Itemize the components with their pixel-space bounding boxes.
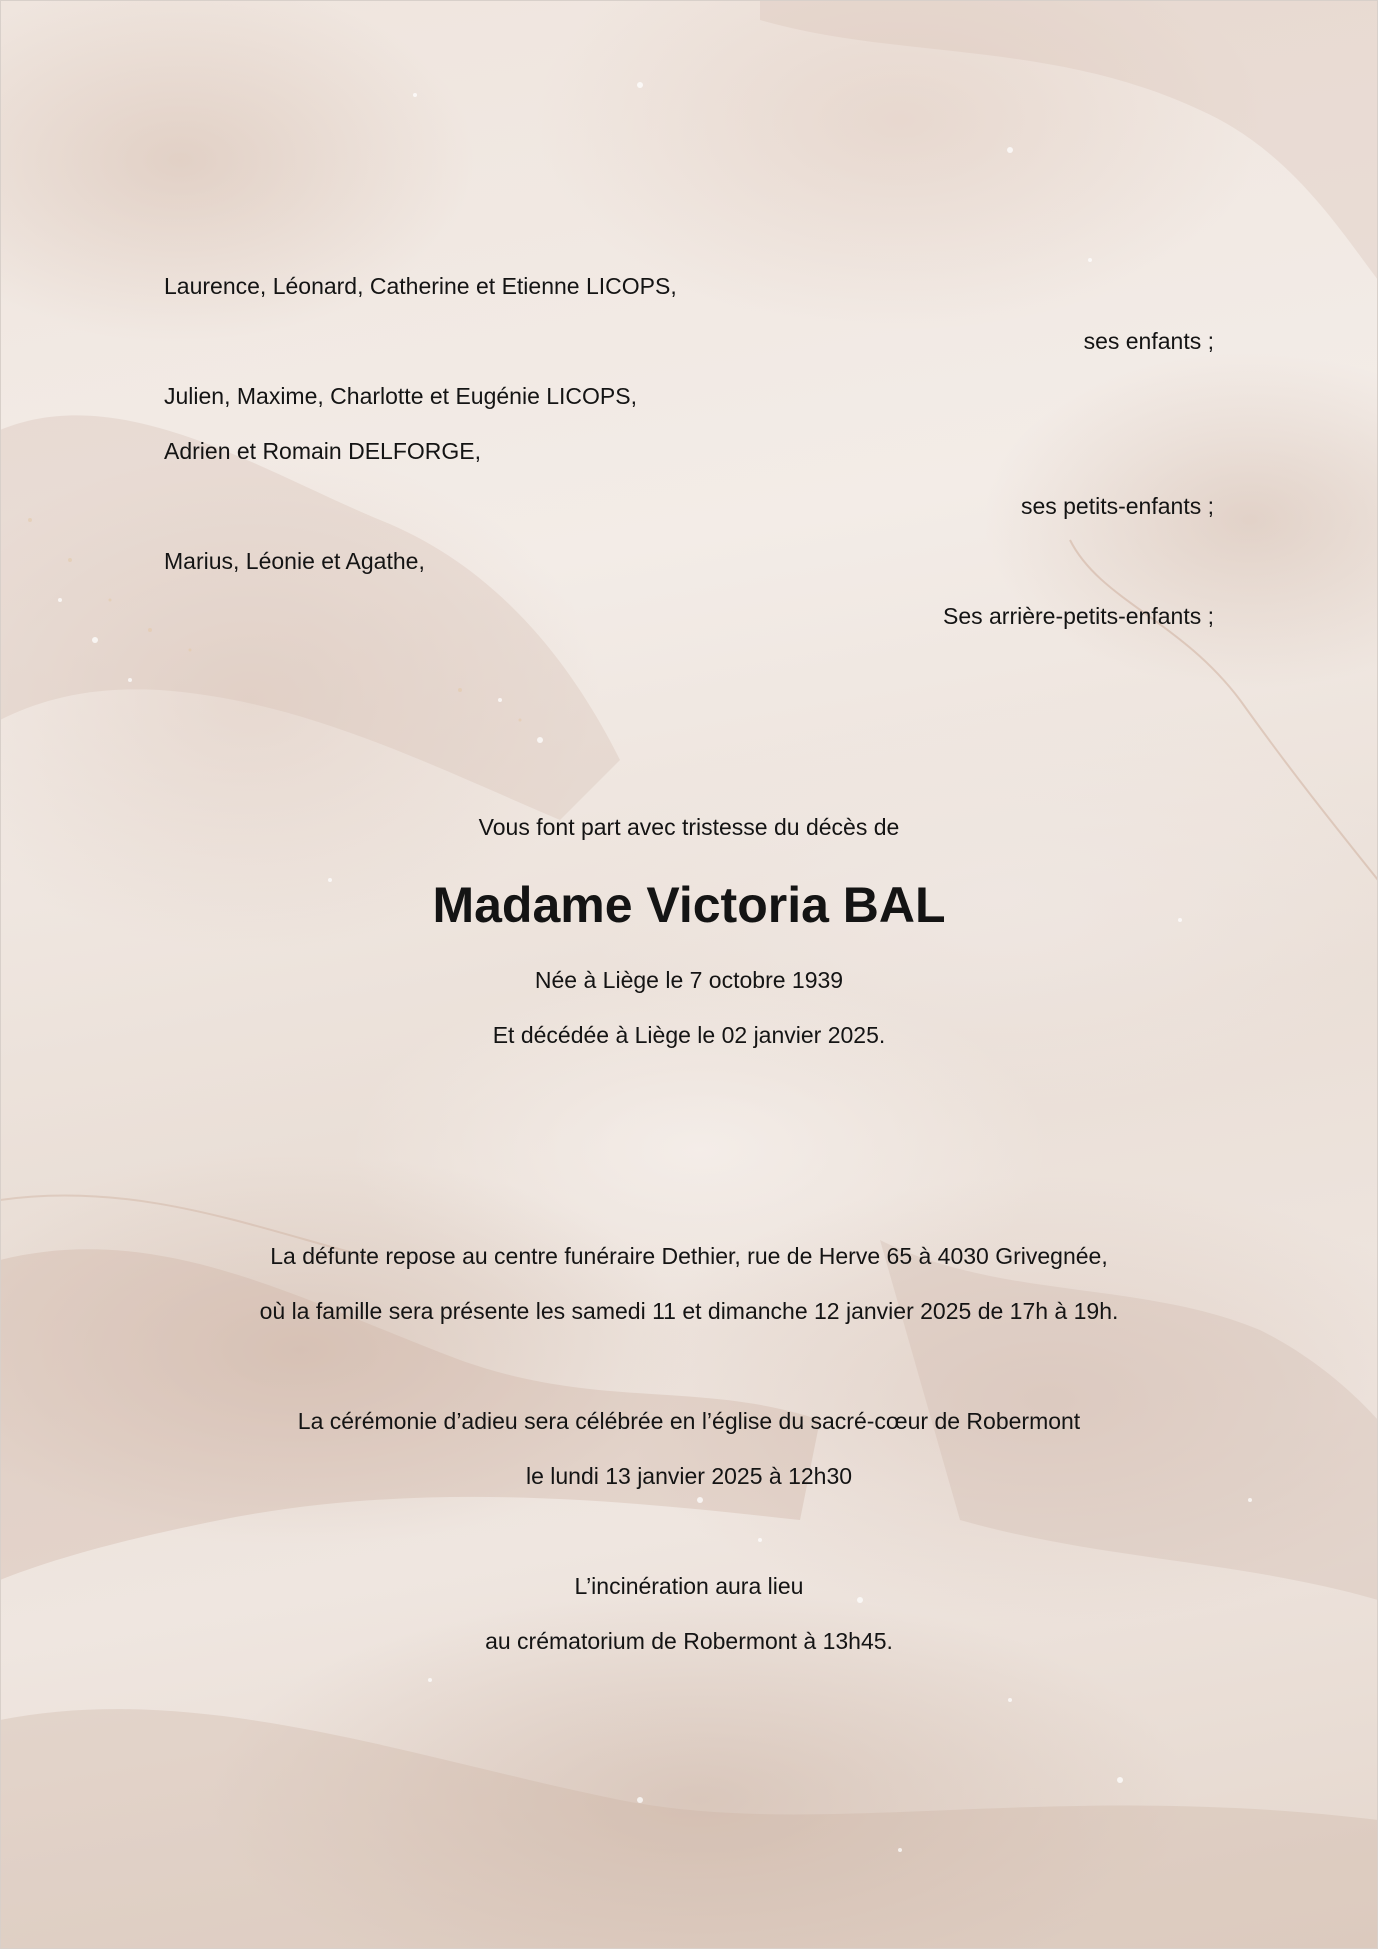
ceremony-line-2: le lundi 13 janvier 2025 à 12h30 [525,1463,853,1489]
deceased-name: Madame Victoria BAL [432,877,946,933]
cremation-line-1: L’incinération aura lieu [574,1573,804,1599]
repose-line-2: où la famille sera présente les samedi 11 et dimanche 12 janvier 2025 de 17h à 19h. [259,1298,1119,1324]
grandchildren-names-1: Julien, Maxime, Charlotte et Eugénie LICOPS, [164,383,638,409]
cremation-line-2: au crématorium de Robermont à 13h45. [485,1628,893,1654]
great-grandchildren-role: Ses arrière-petits-enfants ; [942,603,1214,629]
birth-line: Née à Liège le 7 octobre 1939 [534,967,844,993]
grandchildren-role: ses petits-enfants ; [1020,493,1214,519]
announcement-intro: Vous font part avec tristesse du décès de [478,814,900,840]
children-names: Laurence, Léonard, Catherine et Etienne LICOPS, [164,273,677,299]
grandchildren-names-2: Adrien et Romain DELFORGE, [164,438,482,464]
repose-line-1: La défunte repose au centre funéraire Dethier, rue de Herve 65 à 4030 Grivegnée, [270,1243,1108,1269]
death-line: Et décédée à Liège le 02 janvier 2025. [492,1022,886,1048]
ceremony-line-1: La cérémonie d’adieu sera célébrée en l’église du sacré-cœur de Robermont [297,1408,1081,1434]
children-role: ses enfants ; [1083,328,1214,354]
great-grandchildren-names: Marius, Léonie et Agathe, [164,548,425,574]
